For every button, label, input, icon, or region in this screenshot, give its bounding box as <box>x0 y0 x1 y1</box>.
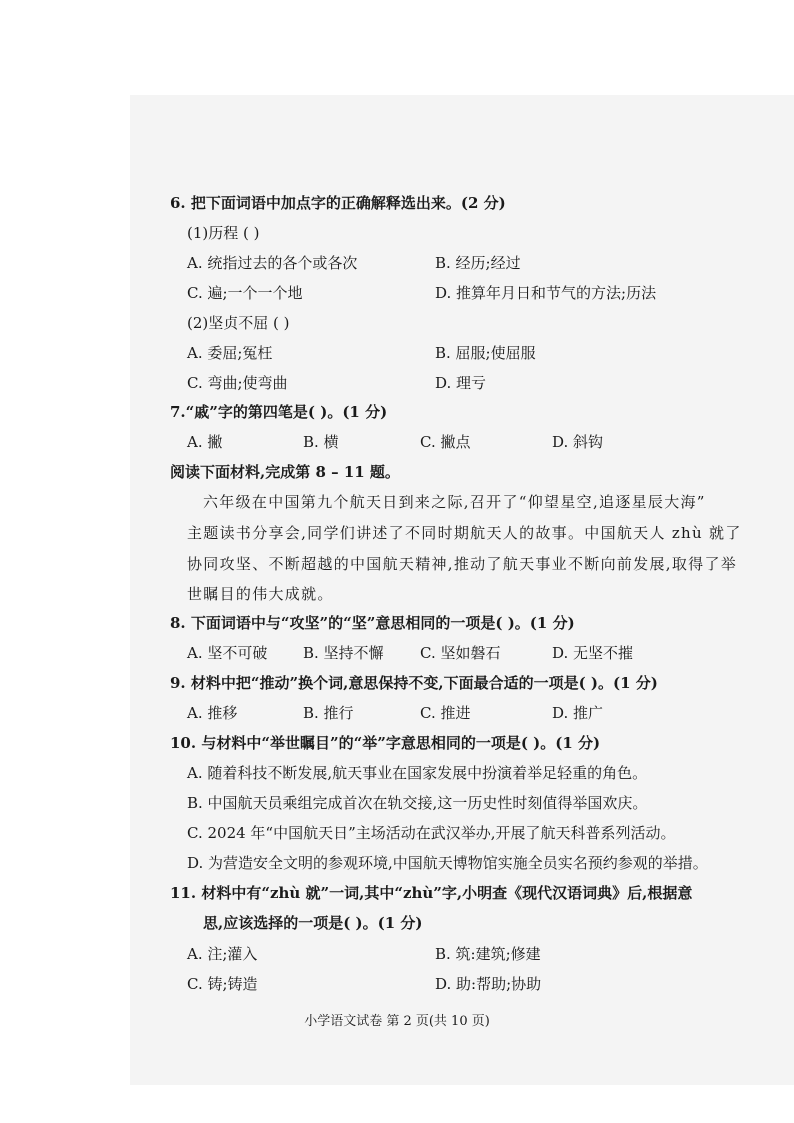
question-6-sub2-option-b: B. 屈服;使屈服 <box>435 344 536 362</box>
question-7-title: 7.“戚”字的第四笔是( )。(1 分) <box>170 403 388 421</box>
reading-line-4: 世瞩目的伟大成就。 <box>187 585 334 603</box>
question-8-option-d: D. 无坚不摧 <box>552 644 634 662</box>
question-7-option-b: B. 横 <box>303 433 339 451</box>
question-6-sub1-option-b: B. 经历;经过 <box>435 254 521 272</box>
question-11-option-a: A. 注;灌入 <box>187 945 258 963</box>
question-8-option-b: B. 坚持不懈 <box>303 644 384 662</box>
question-8-option-a: A. 坚不可破 <box>187 644 268 662</box>
question-10-option-c: C. 2024 年“中国航天日”主场活动在武汉举办,开展了航天科普系列活动。 <box>187 824 676 842</box>
question-10-option-d: D. 为营造安全文明的参观环境,中国航天博物馆实施全员实名预约参观的举措。 <box>187 854 708 872</box>
question-6-sub1-option-c: C. 遍;一个一个地 <box>187 284 303 302</box>
question-7-option-d: D. 斜钩 <box>552 433 604 451</box>
reading-intro: 阅读下面材料,完成第 8 – 11 题。 <box>170 463 400 481</box>
reading-line-3: 协同攻坚、不断超越的中国航天精神,推动了航天事业不断向前发展,取得了举 <box>187 555 738 573</box>
question-10-option-a: A. 随着科技不断发展,航天事业在国家发展中扮演着举足轻重的角色。 <box>187 764 648 782</box>
question-10-title: 10. 与材料中“举世瞩目”的“举”字意思相同的一项是( )。(1 分) <box>170 734 601 752</box>
question-9-title: 9. 材料中把“推动”换个词,意思保持不变,下面最合适的一项是( )。(1 分) <box>170 674 658 692</box>
question-7-option-c: C. 撇点 <box>420 433 471 451</box>
question-11-option-d: D. 助:帮助;协助 <box>435 975 542 993</box>
question-9-option-d: D. 推广 <box>552 704 604 722</box>
question-8-option-c: C. 坚如磐石 <box>420 644 501 662</box>
reading-line-2: 主题读书分享会,同学们讲述了不同时期航天人的故事。中国航天人 zhù 就了 <box>187 524 742 542</box>
question-11-option-c: C. 铸;铸造 <box>187 975 258 993</box>
reading-line-1: 六年级在中国第九个航天日到来之际,召开了“仰望星空,追逐星辰大海” <box>203 493 706 511</box>
question-6-title: 6. 把下面词语中加点字的正确解释选出来。(2 分) <box>170 194 506 212</box>
question-9-option-c: C. 推进 <box>420 704 471 722</box>
question-6-sub2-option-a: A. 委屈;冤枉 <box>187 344 273 362</box>
question-8-title: 8. 下面词语中与“攻坚”的“坚”意思相同的一项是( )。(1 分) <box>170 614 575 632</box>
question-7-option-a: A. 撇 <box>187 433 223 451</box>
question-10-option-b: B. 中国航天员乘组完成首次在轨交接,这一历史性时刻值得举国欢庆。 <box>187 794 648 812</box>
question-6-sub2-option-d: D. 理亏 <box>435 374 487 392</box>
question-9-option-a: A. 推移 <box>187 704 238 722</box>
question-6-sub2-option-c: C. 弯曲;使弯曲 <box>187 374 288 392</box>
question-6-sub1-option-d: D. 推算年月日和节气的方法;历法 <box>435 284 657 302</box>
page-footer: 小学语文试卷 第 2 页(共 10 页) <box>304 1014 490 1029</box>
question-6-sub2-label: (2)坚贞不屈 ( ) <box>187 314 290 332</box>
question-6-sub1-label: (1)历程 ( ) <box>187 224 260 242</box>
question-11-title-line-1: 11. 材料中有“zhù 就”一词,其中“zhù”字,小明查《现代汉语词典》后,根据意 <box>170 884 693 902</box>
question-11-title-line-2: 思,应该选择的一项是( )。(1 分) <box>203 914 423 932</box>
question-9-option-b: B. 推行 <box>303 704 354 722</box>
question-11-option-b: B. 筑:建筑;修建 <box>435 945 541 963</box>
question-6-sub1-option-a: A. 统指过去的各个或各次 <box>187 254 358 272</box>
